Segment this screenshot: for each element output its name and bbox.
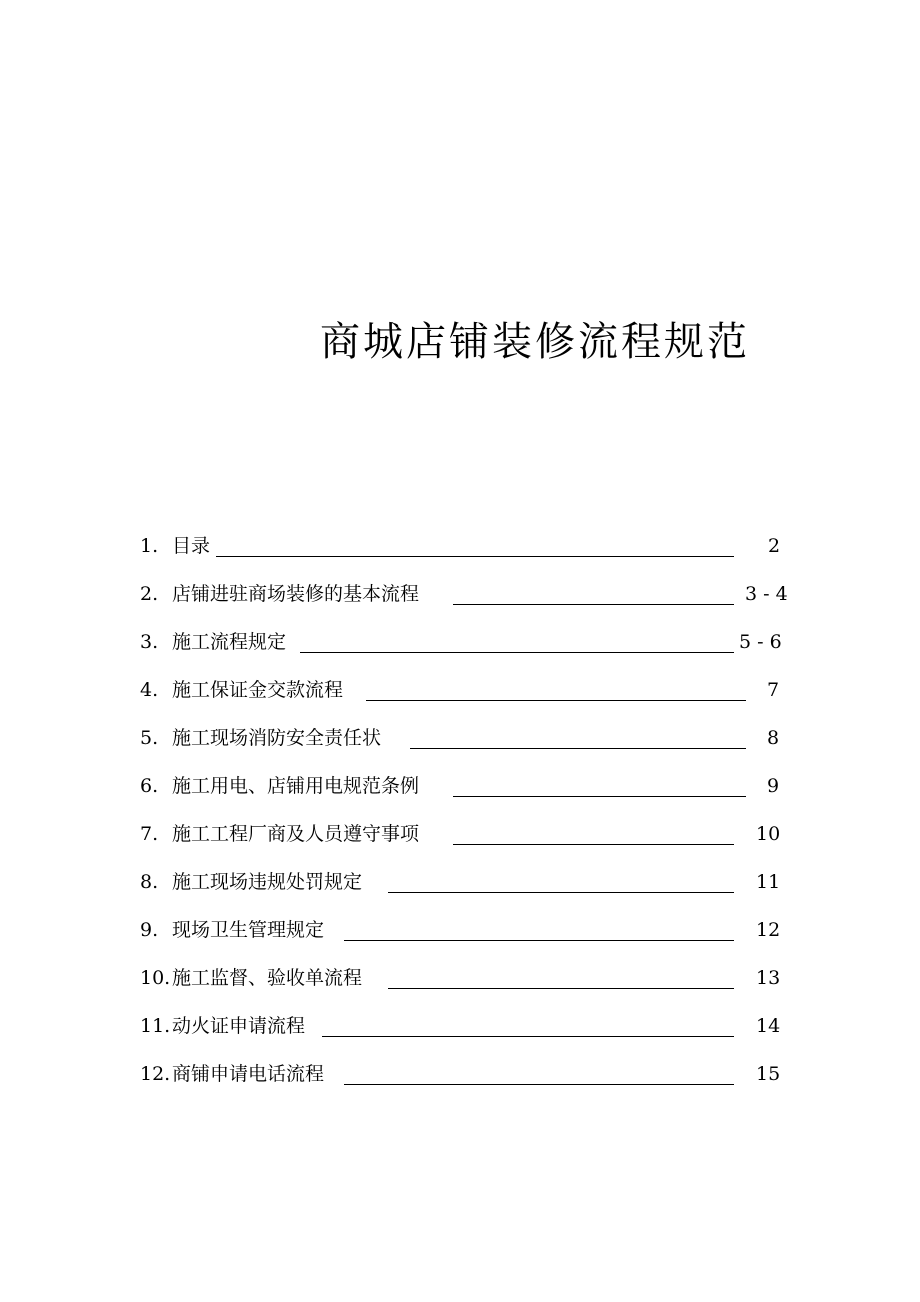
- toc-leader-line: [388, 892, 734, 893]
- toc-item: [140, 528, 800, 564]
- toc-item-number: 4.: [140, 679, 159, 701]
- toc-leader-line: [453, 604, 734, 605]
- toc-item-page: 5 - 6: [739, 631, 782, 653]
- toc-item: [140, 576, 800, 612]
- toc-item: [140, 1056, 800, 1092]
- toc-item-text: 施工现场违规处罚规定: [172, 871, 363, 893]
- toc-item-number: 10.: [140, 967, 171, 989]
- toc-item-text: 店铺进驻商场装修的基本流程: [172, 583, 420, 605]
- toc-item-page: 9: [767, 775, 780, 797]
- toc-item-number: 11.: [140, 1015, 171, 1037]
- toc-item-number: 6.: [140, 775, 159, 797]
- toc-item-text: 施工保证金交款流程: [172, 679, 344, 701]
- toc-item-page: 15: [756, 1063, 781, 1085]
- toc-item: [140, 960, 800, 996]
- toc-item-number: 3.: [140, 631, 159, 653]
- toc-item: [140, 1008, 800, 1044]
- toc-item-page: 8: [767, 727, 780, 749]
- toc-item-text: 施工用电、店铺用电规范条例: [172, 775, 420, 797]
- toc-item-number: 5.: [140, 727, 159, 749]
- toc-leader-line: [388, 988, 734, 989]
- toc-item-page: 7: [767, 679, 780, 701]
- toc-item: [140, 720, 800, 756]
- toc-item: [140, 816, 800, 852]
- toc-item-number: 9.: [140, 919, 159, 941]
- toc-item: [140, 864, 800, 900]
- toc-item-page: 10: [756, 823, 781, 845]
- toc-item-text: 施工工程厂商及人员遵守事项: [172, 823, 420, 845]
- toc-item-page: 2: [768, 535, 781, 557]
- toc-item: [140, 672, 800, 708]
- toc-item-number: 2.: [140, 583, 159, 605]
- toc-item-page: 13: [756, 967, 781, 989]
- toc-item-text: 商铺申请电话流程: [172, 1063, 325, 1085]
- toc-leader-line: [453, 844, 734, 845]
- toc-item-page: 11: [756, 871, 781, 893]
- toc-item-text: 施工现场消防安全责任状: [172, 727, 382, 749]
- toc-item-number: 1.: [140, 535, 159, 557]
- toc-leader-line: [344, 940, 734, 941]
- toc-leader-line: [410, 748, 746, 749]
- toc-leader-line: [453, 796, 746, 797]
- toc-item-page: 14: [756, 1015, 781, 1037]
- toc-item-number: 12.: [140, 1063, 171, 1085]
- toc-leader-line: [300, 652, 734, 653]
- toc-item: [140, 768, 800, 804]
- toc-item-text: 施工监督、验收单流程: [172, 967, 363, 989]
- toc-item-page: 3 - 4: [745, 583, 788, 605]
- toc-item: [140, 912, 800, 948]
- toc-item-text: 施工流程规定: [172, 631, 287, 653]
- toc-leader-line: [344, 1084, 734, 1085]
- document-title: 商城店铺装修流程规范: [320, 319, 750, 365]
- toc-item-number: 8.: [140, 871, 159, 893]
- toc-item-text: 目录: [172, 535, 211, 557]
- toc-item-text: 现场卫生管理规定: [172, 919, 325, 941]
- toc-leader-line: [216, 556, 734, 557]
- toc-item-page: 12: [756, 919, 781, 941]
- toc-item-text: 动火证申请流程: [172, 1015, 306, 1037]
- toc-leader-line: [366, 700, 746, 701]
- toc-item: [140, 624, 800, 660]
- toc-leader-line: [322, 1036, 734, 1037]
- toc-item-number: 7.: [140, 823, 159, 845]
